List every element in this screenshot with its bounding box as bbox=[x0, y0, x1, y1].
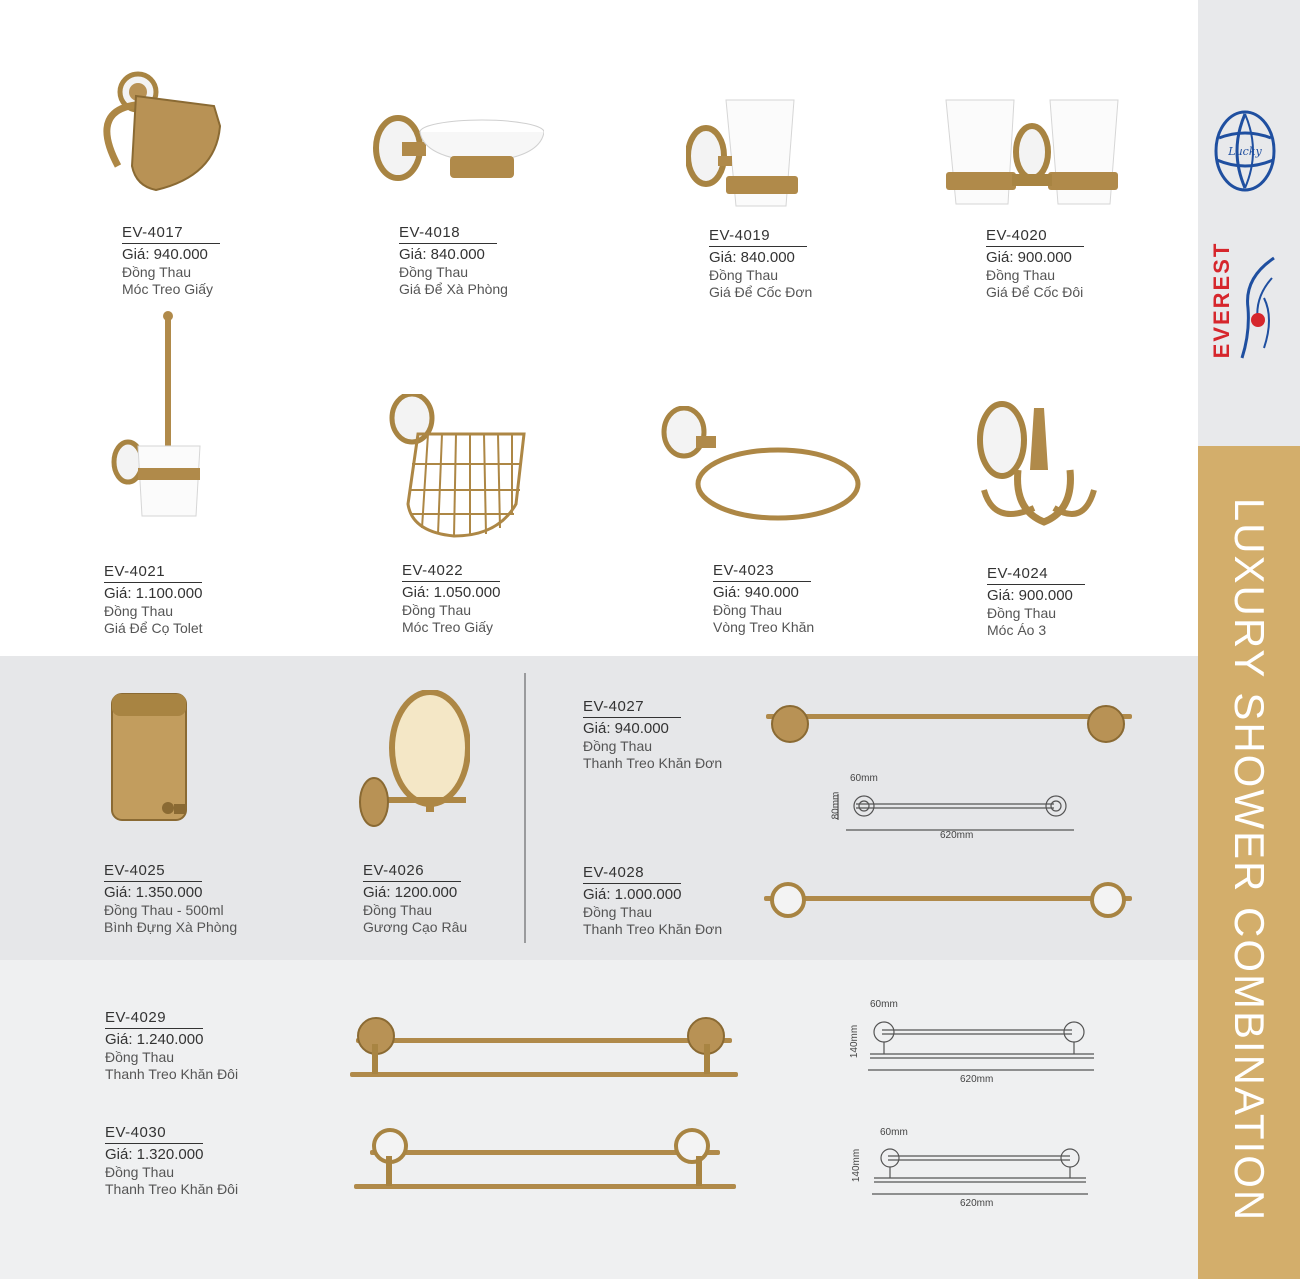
product-material: Đồng Thau bbox=[583, 738, 653, 754]
product-ev-4020 bbox=[986, 227, 1084, 301]
product-price: Giá: 900.000 bbox=[986, 249, 1072, 266]
soap-dish-image bbox=[372, 112, 544, 188]
svg-text:Lucky: Lucky bbox=[1228, 145, 1262, 158]
product-material: Đồng Thau bbox=[583, 904, 653, 920]
product-price: Giá: 1.100.000 bbox=[104, 585, 203, 602]
product-code: EV-4023 bbox=[713, 562, 811, 582]
product-ev-4019 bbox=[709, 227, 812, 301]
dim-length-label: 620mm bbox=[960, 1198, 994, 1209]
dim-height-label: 140mm bbox=[851, 1148, 863, 1183]
lucky-globe-logo-icon bbox=[1213, 108, 1277, 194]
toilet-paper-holder-image bbox=[96, 66, 226, 194]
product-price: Giá: 900.000 bbox=[987, 587, 1073, 604]
dim-height-label: 140mm bbox=[849, 1024, 861, 1059]
eagle-logo-icon bbox=[1234, 248, 1282, 368]
double-bar-dimension-drawing-a bbox=[862, 1016, 1098, 1074]
soap-dispenser-image bbox=[108, 690, 190, 830]
product-code: EV-4030 bbox=[105, 1124, 203, 1144]
single-cup-holder-image bbox=[686, 96, 800, 212]
double-cup-holder-image bbox=[942, 96, 1122, 208]
product-name: Móc Áo 3 bbox=[987, 622, 1047, 638]
product-price: Giá: 1.050.000 bbox=[402, 584, 501, 601]
product-price: Giá: 1.000.000 bbox=[583, 886, 682, 903]
double-bar-dimension-drawing-b bbox=[866, 1142, 1092, 1198]
product-name: Vòng Treo Khăn bbox=[713, 619, 815, 635]
product-name: Giá Để Xà Phòng bbox=[399, 281, 508, 297]
dim-width-label: 60mm bbox=[850, 773, 878, 784]
product-ev-4029 bbox=[105, 1009, 238, 1083]
product-code: EV-4019 bbox=[709, 227, 807, 247]
product-name: Bình Đựng Xà Phòng bbox=[104, 919, 238, 935]
product-code: EV-4022 bbox=[402, 562, 500, 582]
product-code: EV-4025 bbox=[104, 862, 202, 882]
product-ev-4022 bbox=[402, 562, 500, 636]
product-material: Đồng Thau bbox=[709, 267, 779, 283]
product-code: EV-4027 bbox=[583, 698, 681, 718]
product-material: Đồng Thau bbox=[986, 267, 1056, 283]
product-material: Đồng Thau bbox=[104, 603, 174, 619]
collection-title: LUXURY SHOWER COMBINATION bbox=[1226, 497, 1273, 1223]
band-light bbox=[0, 960, 1198, 1279]
product-name: Thanh Treo Khăn Đôi bbox=[105, 1181, 239, 1197]
product-name: Thanh Treo Khăn Đơn bbox=[583, 921, 723, 937]
wire-basket-image bbox=[388, 394, 528, 540]
product-ev-4028 bbox=[583, 864, 722, 938]
robe-hook-image bbox=[974, 400, 1104, 532]
product-material: Đồng Thau bbox=[399, 264, 469, 280]
double-towel-bar-ceramic-image bbox=[350, 1128, 740, 1196]
product-price: Giá: 840.000 bbox=[709, 249, 795, 266]
product-code: EV-4017 bbox=[122, 224, 220, 244]
dim-length-label: 620mm bbox=[940, 830, 974, 841]
sidebar-top bbox=[1198, 0, 1300, 446]
product-material: Đồng Thau bbox=[363, 902, 433, 918]
product-code: EV-4024 bbox=[987, 565, 1085, 585]
product-code: EV-4018 bbox=[399, 224, 497, 244]
dim-height-label: 80mm bbox=[830, 791, 842, 820]
product-code: EV-4029 bbox=[105, 1009, 203, 1029]
product-ev-4021 bbox=[104, 563, 203, 637]
product-name: Giá Để Cọ Tolet bbox=[104, 620, 203, 636]
product-name: Giá Để Cốc Đơn bbox=[709, 284, 813, 300]
product-price: Giá: 1.240.000 bbox=[105, 1031, 204, 1048]
product-ev-4025 bbox=[104, 862, 237, 936]
product-price: Giá: 940.000 bbox=[713, 584, 799, 601]
product-material: Đồng Thau bbox=[122, 264, 192, 280]
product-price: Giá: 1200.000 bbox=[363, 884, 458, 901]
product-price: Giá: 940.000 bbox=[583, 720, 669, 737]
product-name: Giá Để Cốc Đôi bbox=[986, 284, 1084, 300]
product-name: Thanh Treo Khăn Đôi bbox=[105, 1066, 239, 1082]
product-ev-4017 bbox=[122, 224, 220, 298]
product-name: Móc Treo Giấy bbox=[402, 619, 494, 635]
towel-ring-image bbox=[660, 406, 864, 522]
product-ev-4018 bbox=[399, 224, 508, 298]
product-ev-4030 bbox=[105, 1124, 238, 1198]
product-code: EV-4021 bbox=[104, 563, 202, 583]
product-code: EV-4020 bbox=[986, 227, 1084, 247]
product-price: Giá: 1.320.000 bbox=[105, 1146, 204, 1163]
product-ev-4026 bbox=[363, 862, 467, 936]
vertical-divider bbox=[524, 673, 526, 943]
product-material: Đồng Thau bbox=[987, 605, 1057, 621]
product-ev-4023 bbox=[713, 562, 814, 636]
dim-width-label: 60mm bbox=[870, 999, 898, 1010]
product-price: Giá: 940.000 bbox=[122, 246, 208, 263]
product-material: Đồng Thau - 500ml bbox=[104, 902, 224, 918]
double-towel-bar-image bbox=[346, 1014, 742, 1086]
single-bar-dimension-drawing bbox=[828, 790, 1084, 834]
single-towel-bar-image bbox=[760, 702, 1138, 746]
product-name: Gương Cạo Râu bbox=[363, 919, 468, 935]
product-price: Giá: 1.350.000 bbox=[104, 884, 203, 901]
product-material: Đồng Thau bbox=[713, 602, 783, 618]
product-ev-4024 bbox=[987, 565, 1085, 639]
product-code: EV-4028 bbox=[583, 864, 681, 884]
brand-name: EVEREST bbox=[1209, 241, 1234, 359]
shaving-mirror-image bbox=[356, 690, 470, 830]
product-material: Đồng Thau bbox=[402, 602, 472, 618]
product-ev-4027 bbox=[583, 698, 722, 772]
product-code: EV-4026 bbox=[363, 862, 461, 882]
single-towel-bar-ceramic-image bbox=[758, 880, 1138, 920]
product-material: Đồng Thau bbox=[105, 1049, 175, 1065]
product-name: Móc Treo Giấy bbox=[122, 281, 214, 297]
dim-length-label: 620mm bbox=[960, 1074, 994, 1085]
product-material: Đồng Thau bbox=[105, 1164, 175, 1180]
dim-width-label: 60mm bbox=[880, 1127, 908, 1138]
product-price: Giá: 840.000 bbox=[399, 246, 485, 263]
toilet-brush-holder-image bbox=[108, 310, 204, 520]
product-name: Thanh Treo Khăn Đơn bbox=[583, 755, 723, 771]
